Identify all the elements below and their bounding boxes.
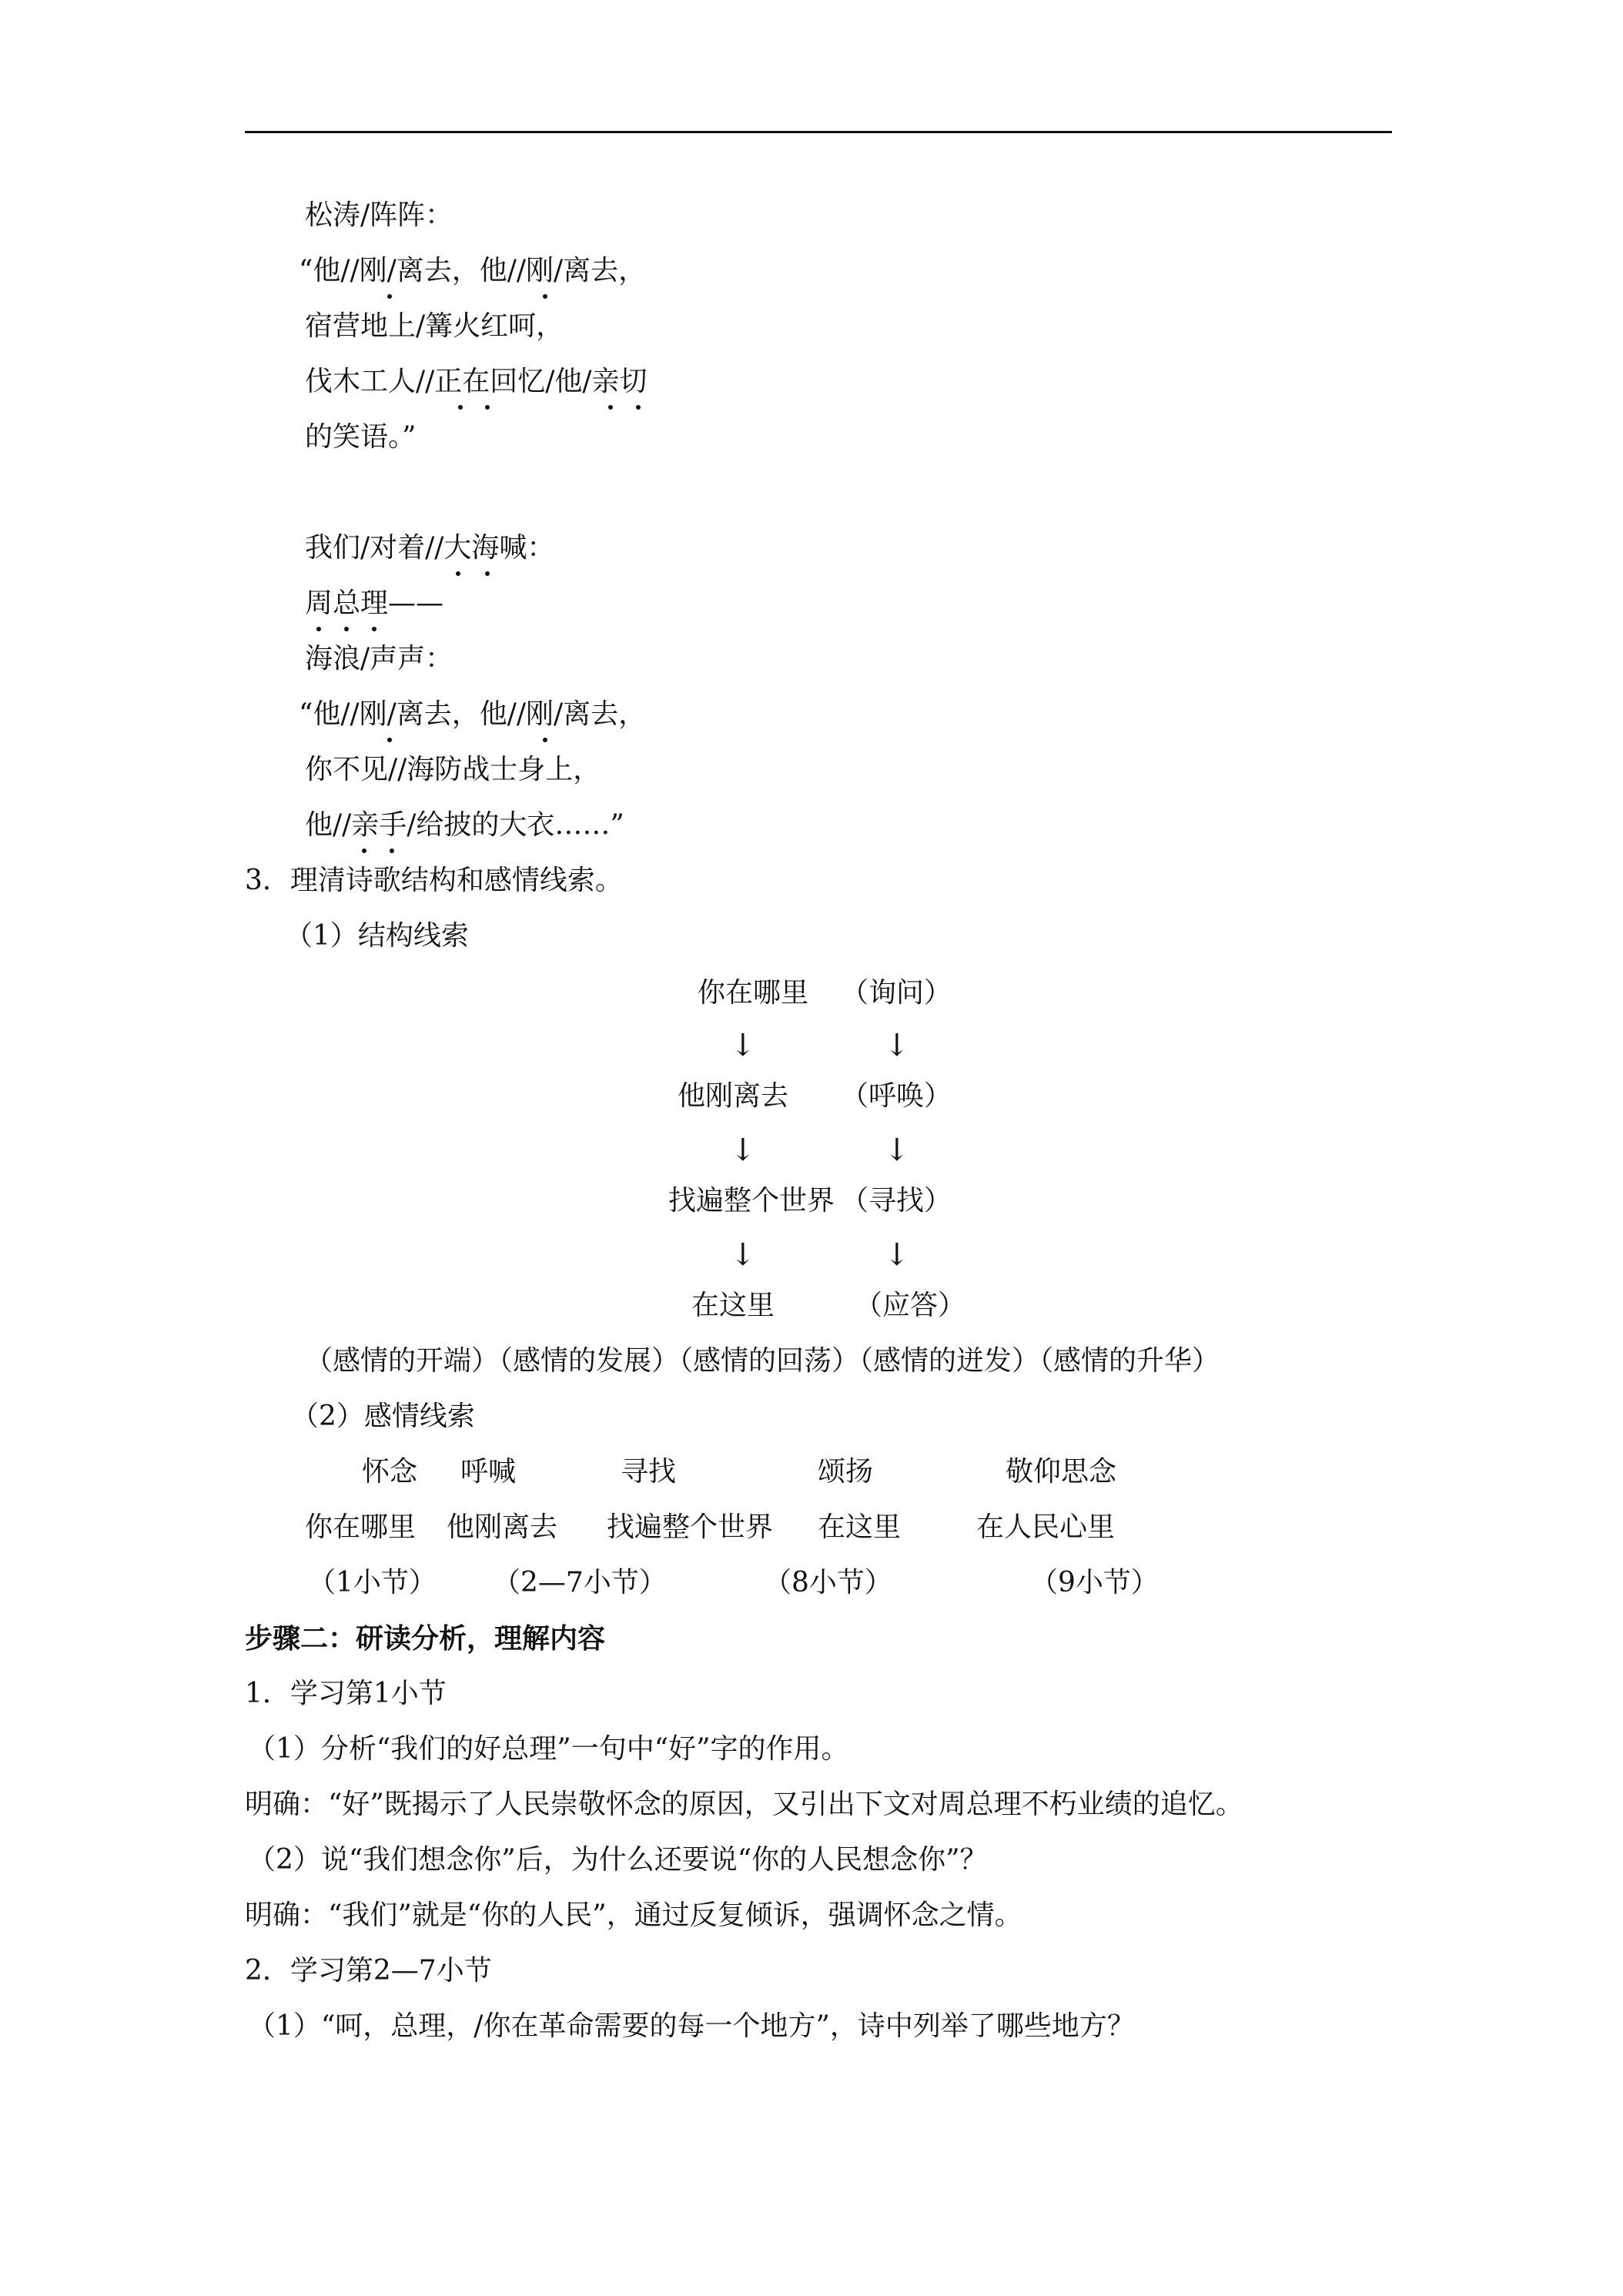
emphasis-dot (387, 738, 392, 742)
flow-node: 你在哪里 (698, 977, 809, 1009)
question: （1）分析“我们的好总理”一句中“好”字的作用。 (248, 1733, 849, 1765)
step-heading: 步骤二：研读分析，理解内容 (245, 1622, 606, 1655)
emphasis-dot (387, 294, 392, 299)
flow-node: 在这里 (691, 1290, 775, 1321)
item-heading: 3．理清诗歌结构和感情线索。 (245, 865, 623, 896)
emphasis-dot (543, 294, 547, 299)
emphasis-dot (543, 738, 547, 742)
poem-line: 我们/对着//大海喊： (305, 532, 555, 564)
down-arrow-icon: ↓ (730, 1237, 756, 1273)
header-rule (245, 131, 1392, 133)
emphasis-dot (636, 405, 641, 410)
emphasis-dot (485, 571, 490, 576)
section-range: （8小节） (764, 1567, 892, 1598)
emphasis-dot (390, 848, 394, 853)
emphasis-dot (485, 405, 490, 410)
poem-line: 你不见//海防战士身上， (305, 754, 601, 785)
emphasis-dot (608, 405, 613, 410)
emphasis-dot (372, 627, 376, 631)
section-range: （1小节） (308, 1567, 437, 1598)
poem-line: 宿营地上/篝火红呵， (305, 310, 564, 342)
feeling-word: 颂扬 (818, 1456, 874, 1488)
item-heading: 1．学习第1小节 (245, 1678, 447, 1709)
section-range: （9小节） (1030, 1567, 1159, 1598)
poem-line: 周总理—— (305, 587, 444, 619)
answer: 明确：“好”既揭示了人民崇敬怀念的原因，又引出下文对周总理不朽业绩的追忆。 (245, 1789, 1243, 1820)
flow-label: （应答） (855, 1290, 966, 1321)
down-arrow-icon: ↓ (884, 1237, 910, 1273)
section-range: （2—7小节） (493, 1567, 667, 1598)
down-arrow-icon: ↓ (730, 1133, 756, 1168)
emphasis-dot (362, 848, 366, 853)
poem-line: “他//刚/离去，他//刚/离去， (299, 698, 647, 730)
flow-label: （呼唤） (841, 1080, 952, 1112)
feeling-word: 敬仰思念 (1006, 1456, 1117, 1488)
emphasis-dot (344, 627, 349, 631)
question: （1）“呵，总理，/你在革命需要的每一个地方”，诗中列举了哪些地方？ (248, 2010, 1135, 2042)
feeling-word: 寻找 (621, 1456, 677, 1488)
feeling-word: 怀念 (362, 1456, 418, 1488)
answer: 明确：“我们”就是“你的人民”，通过反复倾诉，强调怀念之情。 (245, 1899, 1022, 1931)
sub-heading: （1）结构线索 (285, 920, 469, 952)
poem-line: 的笑语。” (305, 421, 417, 453)
emotion-stages: （感情的开端）（感情的发展）（感情的回荡）（感情的迸发）（感情的升华） (305, 1345, 1220, 1377)
poem-line: “他//刚/离去，他//刚/离去， (299, 255, 647, 286)
poem-line: 伐木工人//正在回忆/他/亲切 (305, 366, 648, 397)
emphasis-dot (316, 627, 321, 631)
poem-line: 松涛/阵阵： (305, 199, 453, 231)
sub-heading: （2）感情线索 (291, 1401, 475, 1432)
poem-phrase: 找遍整个世界 (607, 1511, 774, 1543)
question: （2）说“我们想念你”后，为什么还要说“你的人民想念你”？ (248, 1844, 988, 1876)
item-heading: 2．学习第2—7小节 (245, 1955, 492, 1986)
down-arrow-icon: ↓ (884, 1133, 910, 1168)
poem-line: 他//亲手/给披的大衣……” (305, 809, 624, 841)
poem-line: 海浪/声声： (305, 643, 453, 674)
emphasis-dot (456, 571, 460, 576)
poem-phrase: 在人民心里 (976, 1511, 1116, 1543)
flow-node: 找遍整个世界 (668, 1185, 835, 1217)
feeling-word: 呼喊 (460, 1456, 517, 1488)
flow-label: （询问） (841, 977, 952, 1009)
down-arrow-icon: ↓ (730, 1028, 756, 1063)
poem-phrase: 在这里 (818, 1511, 902, 1543)
poem-phrase: 你在哪里 (305, 1511, 417, 1543)
flow-label: （寻找） (841, 1185, 952, 1217)
emphasis-dot (458, 405, 463, 410)
flow-node: 他刚离去 (678, 1080, 789, 1112)
poem-phrase: 他刚离去 (447, 1511, 558, 1543)
down-arrow-icon: ↓ (884, 1028, 910, 1063)
